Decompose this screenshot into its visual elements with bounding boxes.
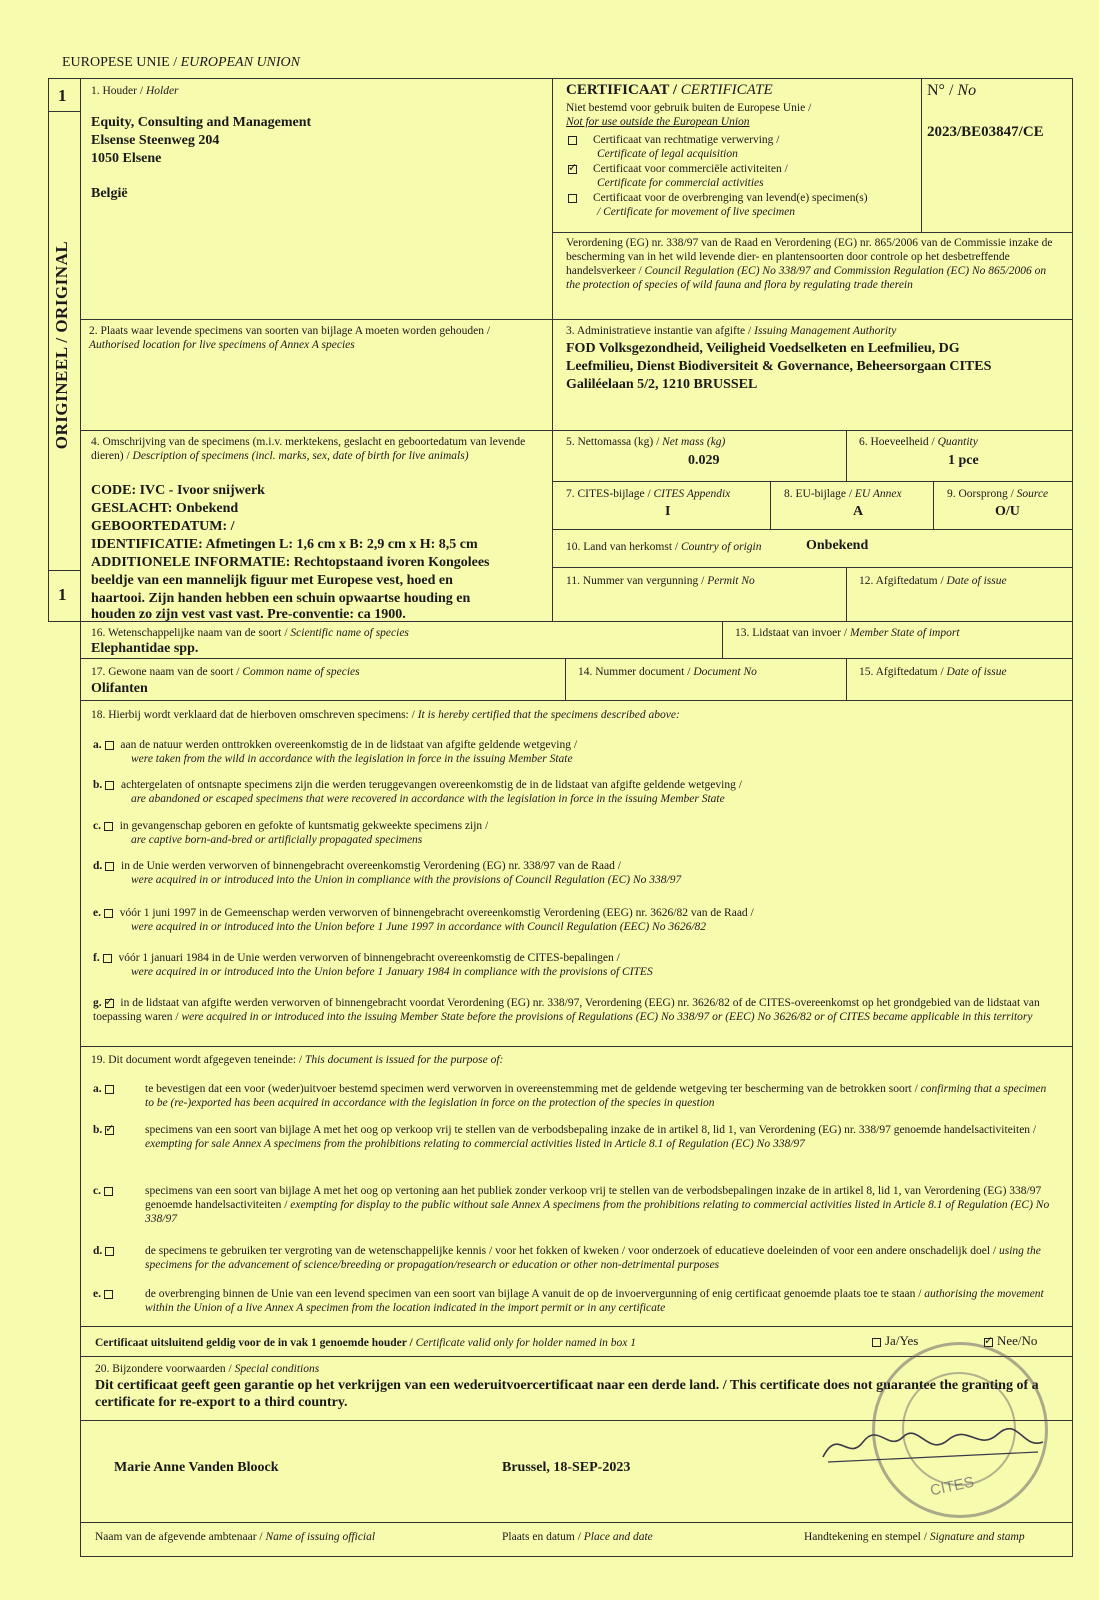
checkbox-19d[interactable] (105, 1247, 114, 1256)
s19-key-d: d. (93, 1244, 118, 1258)
footer-place-label: Plaats en datum / Place and date (502, 1531, 653, 1543)
date-issue-label-12: 12. Afgiftedatum / Date of issue (859, 575, 1007, 587)
quantity-value: 1 pce (948, 453, 979, 468)
cites-appendix-label: 7. CITES-bijlage / CITES Appendix (566, 488, 731, 500)
union-en: EUROPEAN UNION (180, 55, 301, 70)
checkbox-18f[interactable] (103, 954, 112, 963)
desc-l2: GESLACHT: Onbekend (91, 501, 239, 516)
eu-annex-value: A (853, 504, 864, 519)
desc-l7: haartooi. Zijn handen hebben een schuin opwaartse houding en (91, 591, 471, 606)
divider (80, 430, 1073, 431)
s18-item-f: f. vóór 1 januari 1984 in de Unie werden verworven of binnengebracht overeenkomstig de CITES-bepalingen / were acquired in or introduced into the Union before 1 January 1984 in compliance with the provisions of CITES (93, 952, 653, 978)
checkbox-18c[interactable] (104, 822, 113, 831)
special-conditions-text: Dit certificaat geeft geen garantie op het verkrijgen van een wederuitvoercertificaat naar een derde land. / This certificate does not guarantee the granting of a certificate for re-export to a third country. (95, 1378, 1039, 1410)
s19-item-b: specimens van een soort van bijlage A met het oog op verkoop vrij te stellen van de verbodsbepaling inzake de in artikel 8, lid 1, van Verordening (EG) nr. 338/97 genoemde handelsactiviteiten / exempting for sale Annex A specimens from the prohibitions relating to commercial activities listed in Article 8.1 of Regulation (EC) No 338/97 (145, 1124, 1037, 1150)
authority-line3: Galiléelaan 5/2, 1210 BRUSSEL (566, 377, 758, 392)
checkbox-18a[interactable] (105, 741, 114, 750)
cert-number-label: N° / No (927, 82, 977, 99)
s18-item-e: e. vóór 1 juni 1997 in de Gemeenschap werden verworven of binnengebracht overeenkomstig Verordening (EEG) nr. 3626/82 van de Raad / were acquired in or introduced into the Union before 1 June 1997 in accordance with Council Regulation (EEC) No 3626/82 (93, 907, 754, 933)
holder-country: België (91, 186, 128, 201)
original-label: ORIGINEEL / ORIGINAL (52, 240, 71, 450)
divider (80, 319, 1073, 320)
common-name-value: Olifanten (91, 681, 148, 696)
divider (846, 430, 847, 482)
s19-item-d: de specimens te gebruiken ter vergroting van de wetenschappelijke kennis / voor het fokken of kweken / voor onderzoek of educatieve doeleinden of voor een andere onschadelijk doel / using the specimens for the advancement of science/breeding or propagation/research or education or other non-detrimental purposes (145, 1245, 1041, 1271)
location-label: 2. Plaats waar levende specimens van soorten van bijlage A moeten worden gehouden / Authorised location for live specimens of Annex A species (89, 325, 491, 351)
country-origin-label: 10. Land van herkomst / Country of origin (566, 541, 762, 553)
cert-option-movement: Certificaat voor de overbrenging van levend(e) specimen(s) / Certificate for movement of live specimen (568, 191, 868, 219)
checkbox-movement[interactable] (568, 194, 577, 203)
checkbox-18d[interactable] (105, 862, 114, 871)
quantity-label: 6. Hoeveelheid / Quantity (859, 436, 978, 448)
desc-l8: houden zo zijn vest vast vast. Pre-conventie: ca 1900. (91, 607, 406, 622)
s18-item-c: c. in gevangenschap geboren en gefokte of kuntsmatig gekweekte specimens zijn / are captive born-and-bred or artificially propagated specimens (93, 820, 489, 846)
desc-l1: CODE: IVC - Ivoor snijwerk (91, 483, 265, 498)
source-label: 9. Oorsprong / Source (947, 488, 1049, 500)
s19-key-e: e. (93, 1287, 117, 1301)
authority-line2: Leefmilieu, Dienst Biodiversiteit & Governance, Beheersorgaan CITES (566, 359, 992, 374)
member-state-import-label: 13. Lidstaat van invoer / Member State of import (735, 627, 960, 639)
cert-option-commercial: ✓Certificaat voor commerciële activiteiten / Certificate for commercial activities (568, 162, 788, 190)
scientific-name-label: 16. Wetenschappelijke naam van de soort / Scientific name of species (91, 627, 409, 639)
s19-key-a: a. (93, 1082, 118, 1096)
checkbox-19a[interactable] (105, 1085, 114, 1094)
scientific-name-value: Elephantidae spp. (91, 641, 199, 656)
s18-item-g: g. ✓ in de lidstaat van afgifte werden verworven of binnengebracht voordat Verordening (EG) nr. 338/97, Verordening (EEG) nr. 3626/82 of de CITES-overeenkomst op het grondgebied van de lidstaat van toepassing waren / were acquired in or introduced into the issuing Member State before the provisions of Regulations (EC) No 338/97 or (EEC) No 3626/82 or of CITES became applicable in this territory (93, 996, 1051, 1024)
desc-l4: IDENTIFICATIE: Afmetingen L: 1,6 cm x B: 2,9 cm x H: 8,5 cm (91, 537, 478, 552)
s18-item-b: b. achtergelaten of ontsnapte specimens zijn die werden teruggevangen overeenkomstig de in de lidstaat van afgifte geldende wetgeving / are abandoned or escaped specimens that were recovered in accordance with the legislation in force in the issuing Member State (93, 779, 742, 805)
authority-label: 3. Administratieve instantie van afgifte / Issuing Management Authority (566, 325, 897, 337)
divider (846, 658, 847, 701)
checkbox-legal[interactable] (568, 136, 577, 145)
holder-name: Equity, Consulting and Management (91, 115, 312, 130)
divider (80, 1046, 1073, 1047)
union-nl: EUROPESE UNIE / (62, 55, 178, 70)
checkbox-commercial[interactable] (568, 165, 577, 174)
divider (921, 78, 922, 233)
checkbox-19e[interactable] (104, 1290, 113, 1299)
checkbox-18e[interactable] (104, 909, 113, 918)
net-mass-value: 0.029 (688, 453, 720, 468)
net-mass-label: 5. Nettomassa (kg) / Net mass (kg) (566, 436, 726, 448)
s19-key-c: c. (93, 1184, 117, 1198)
date-issue-label-15: 15. Afgiftedatum / Date of issue (859, 666, 1007, 678)
s19-item-a: te bevestigen dat een voor (weder)uitvoer bestemd specimen werd verworven in overeenstemming met de geldende wetgeving ter bescherming van de betrokken soort / confirming that a specimen to be (re-)exported has been acquired in accordance with the legislation in force on the protection of the species in question (145, 1083, 1047, 1109)
divider (565, 658, 566, 701)
divider (552, 78, 553, 431)
desc-l5: ADDITIONELE INFORMATIE: Rechtopstaand ivoren Kongolees (91, 555, 490, 570)
section-19-label: 19. Dit document wordt afgegeven teneinde: / This document is issued for the purpose of: (91, 1054, 504, 1066)
footer-signature-label: Handtekening en stempel / Signature and stamp (804, 1531, 1025, 1543)
s19-key-b: b. ✓ (93, 1123, 118, 1137)
s19-item-c: specimens van een soort van bijlage A met het oog op vertoning aan het publiek zonder verkoop vrij te stellen van de verbodsbepalingen inzake de in artikel 8, lid 1, van Verordening (EG) 338/97 genoemde handelsactiviteiten / exempting for display to the public without sale Annex A specimens from the prohibitions relating to commercial activities listed in Article 8.1 of Regulation (EC) No 338/97 (145, 1185, 1050, 1225)
divider (80, 700, 1073, 701)
holder-label: 1. Houder / Holder (91, 85, 179, 97)
divider (846, 567, 847, 622)
country-origin-value: Onbekend (806, 538, 869, 553)
cites-appendix-value: I (665, 504, 671, 519)
cert-number: 2023/BE03847/CE (927, 124, 1044, 140)
divider (552, 232, 1073, 233)
cert-note-nl: Niet bestemd voor gebruik buiten de Europese Unie / (566, 102, 812, 114)
eu-annex-label: 8. EU-bijlage / EU Annex (784, 488, 902, 500)
divider (552, 481, 1073, 482)
document-no-label: 14. Nummer document / Document No (578, 666, 757, 678)
footer-official-label: Naam van de afgevende ambtenaar / Name of issuing official (95, 1531, 376, 1543)
authority-line1: FOD Volksgezondheid, Veiligheid Voedselketen en Leefmilieu, DG (566, 341, 960, 356)
divider (80, 1522, 1073, 1523)
s18-item-d: d. in de Unie werden verworven of binnengebracht overeenkomstig Verordening (EG) nr. 338/97 van de Raad / were acquired in or introduced into the Union in compliance with the provisions of Council Regulation (EC) No 338/97 (93, 860, 682, 886)
certificate-title: CERTIFICAAT / CERTIFICATE (566, 82, 773, 98)
divider (80, 1326, 1073, 1327)
copy-number-1: 1 (58, 86, 67, 105)
holder-street: Elsense Steenweg 204 (91, 133, 220, 148)
divider (722, 621, 723, 659)
cert-note-en: Not for use outside the European Union (566, 116, 750, 128)
checkbox-19b[interactable] (105, 1126, 114, 1135)
s18-item-a: a. aan de natuur werden onttrokken overeenkomstig de in de lidstaat van afgifte geldende wetgeving / were taken from the wild in accordance with the legislation in force in the issuing Member State (93, 739, 578, 765)
union-header (62, 55, 300, 71)
validity-text: Certificaat uitsluitend geldig voor de in vak 1 genoemde houder / Certificate valid only for holder named in box 1 (95, 1337, 637, 1349)
divider (80, 658, 1073, 659)
divider (552, 567, 1073, 568)
validity-yes: Ja/Yes (872, 1334, 918, 1348)
official-name: Marie Anne Vanden Bloock (114, 1460, 279, 1475)
checkbox-18b[interactable] (105, 781, 114, 790)
common-name-label: 17. Gewone naam van de soort / Common name of species (91, 666, 360, 678)
checkbox-19c[interactable] (104, 1187, 113, 1196)
copy-number-2: 1 (58, 585, 67, 604)
section-18-label: 18. Hierbij wordt verklaard dat de hierboven omschreven specimens: / It is hereby certified that the specimens described above: (91, 709, 680, 721)
divider (552, 529, 1073, 530)
holder-city: 1050 Elsene (91, 151, 162, 166)
signature-scribble (818, 1422, 1048, 1472)
divider (933, 481, 934, 530)
divider (770, 481, 771, 530)
desc-l6: beeldje van een mannelijk figuur met Europese vest, hoed en (91, 573, 453, 588)
validity-no: ✓ Nee/No (984, 1334, 1037, 1348)
checkbox-yes[interactable] (872, 1338, 881, 1347)
regulation-text: Verordening (EG) nr. 338/97 van de Raad en Verordening (EG) nr. 865/2006 van de Commissie inzake de bescherming van in het wild levende dier- en plantensoorten door controle op het desbetreffende handelsverkeer / Council Regulation (EC) No 338/97 and Commission Regulation (EC) No 865/2006 on the protection of species of wild fauna and flora by regulating trade therein (566, 237, 1053, 291)
stamp-text: CITES (928, 1473, 976, 1500)
permit-no-label: 11. Nummer van vergunning / Permit No (566, 575, 755, 587)
place-date: Brussel, 18-SEP-2023 (502, 1460, 631, 1475)
s19-item-e: de overbrenging binnen de Unie van een levend specimen van een soort van bijlage A vanuit de op de invoervergunning of enig certificaat genoemde plaats toe te staan / authorising the movement within the Union of a live Annex A specimen from the location indicated in the import permit or in any certificate (145, 1288, 1044, 1314)
source-value: O/U (995, 504, 1020, 519)
checkbox-18g[interactable] (105, 999, 114, 1008)
desc-l3: GEBOORTEDATUM: / (91, 519, 235, 534)
special-conditions-label: 20. Bijzondere voorwaarden / Special conditions (95, 1363, 320, 1375)
cert-option-legal: Certificaat van rechtmatige verwerving / Certificate of legal acquisition (568, 133, 779, 161)
description-label: 4. Omschrijving van de specimens (m.i.v. merktekens, geslacht en geboortedatum van levende dieren) / Description of specimens (incl. marks, sex, date of birth for live animals) (91, 436, 526, 462)
